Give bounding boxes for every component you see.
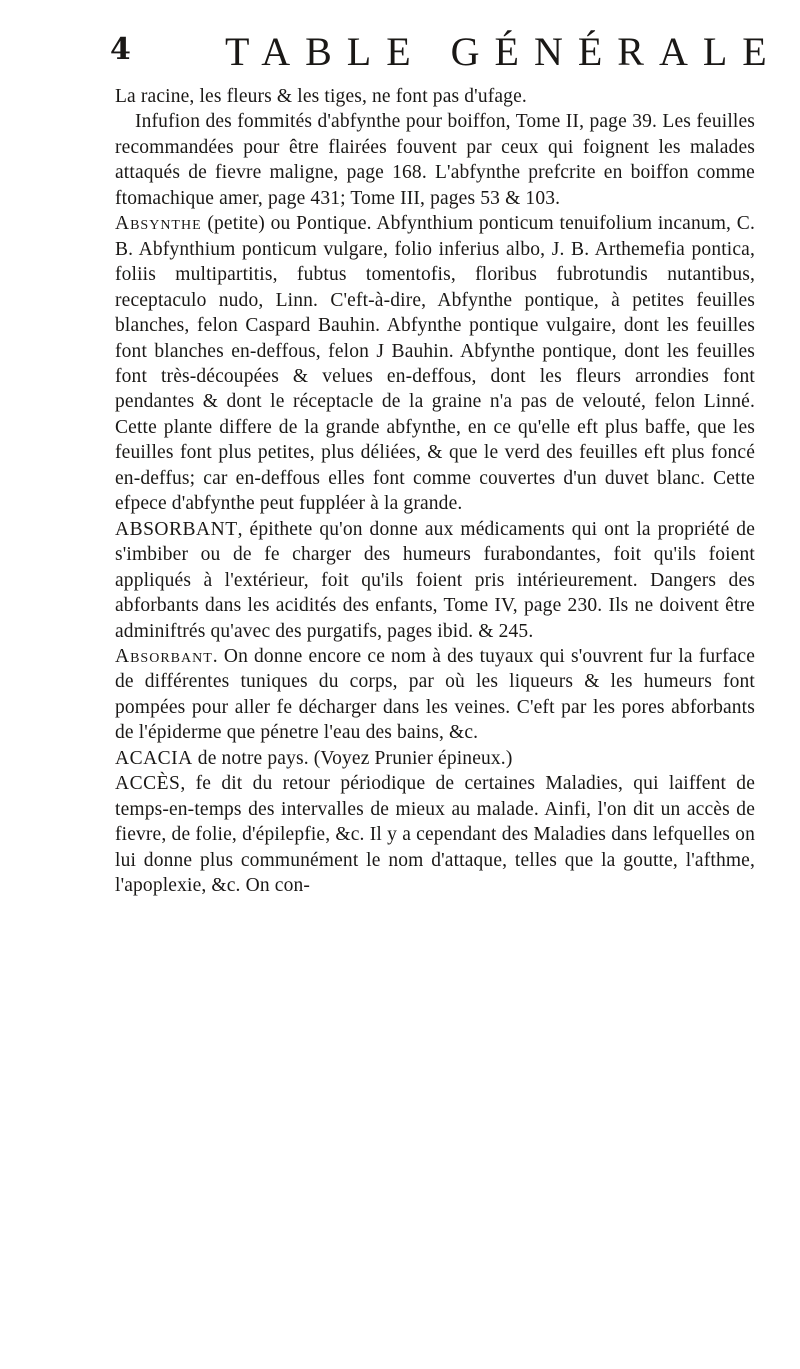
running-title: TABLE GÉNÉRALE [225, 29, 782, 74]
entry-body: de notre pays. (Voyez Prunier épineux.) [192, 747, 513, 769]
entry-absorbant [115, 517, 755, 644]
entry-paragraph [115, 109, 755, 211]
entry-paragraph [115, 84, 755, 109]
entry-lemma: ABSORBANT [115, 518, 238, 540]
entry-lemma: ACACIA [115, 747, 193, 769]
entry-body: . On donne encore ce nom à des tuyaux qui s'ouvrent fur la furface de différentes tuniques du corps, par où les liqueurs & les humeurs font pompées pour aller fe décharger dans les veines. C'eft par les pores abforbants de l'épiderme que pénetre l'eau des bains, &c. [115, 645, 755, 744]
page-number: 4 [110, 32, 131, 67]
entry-absorbant-2 [115, 644, 755, 746]
entry-lemma: Absorbant [115, 645, 213, 667]
page-header [110, 28, 782, 78]
entry-acces [115, 771, 755, 898]
entry-body: , épithete qu'on donne aux médicaments qui ont la propriété de s'imbiber ou de fe charger des humeurs furabondantes, foit qu'ils foient appliqués à l'extérieur, foit qu'ils foient pris intérieurement. Dangers des abforbants dans les acidités des enfants, Tome IV, page 230. Ils ne doivent être adminiftrés qu'avec des purgatifs, pages ibid. & 245. [115, 518, 755, 642]
entry-acacia [115, 746, 755, 771]
paragraph-text: La racine, les fleurs & les tiges, ne font pas d'ufage. [115, 86, 527, 107]
entry-absynthe-petite [115, 211, 755, 516]
entry-lemma: ACCÈS [115, 773, 181, 795]
paragraph-text: Infufion des fommités d'abfynthe pour boiffon, Tome II, page 39. Les feuilles recommandées pour être flairées fouvent par ceux qui foignent les malades attaqués de fievre maligne, page 168. L'abfynthe prefcrite en boiffon comme ftomachique amer, page 431; Tome III, pages 53 & 103. [115, 111, 755, 209]
entry-body: (petite) ou Pontique. Abfynthium ponticum tenuifolium incanum, C. B. Abfynthium ponticum vulgare, folio inferius albo, J. B. Arthemefia pontica, foliis multipartitis, fubtus tomentofis, floribus fubrotundis nutantibus, receptaculo nudo, Linn. C'eft-à-dire, Abfynthe pontique, à petites feuilles blanches, felon Caspard Bauhin. Abfynthe pontique vulgaire, dont les feuilles font blanches en-deffous, felon J Bauhin. Abfynthe pontique, dont les feuilles font très-découpées & velues en-deffous, dont les fleurs arrondies font pendantes & dont le réceptacle de la graine n'a pas de velouté, felon Linné. Cette plante differe de la grande abfynthe, en ce qu'elle eft plus baffe, que les feuilles font plus petites, plus déliées, & que le verd des feuilles eft plus foncé en-deffus; car en-deffous elles font comme couvertes d'un duvet blanc. Cette efpece d'abfynthe peut fuppléer à la grande. [115, 213, 755, 515]
index-text [115, 84, 755, 899]
entry-body: , fe dit du retour périodique de certaines Maladies, qui laiffent de temps-en-temps des intervalles de mieux au malade. Ainfi, l'on dit un accès de fievre, de folie, d'épilepfie, &c. Il y a cependant des Maladies dans lefquelles on lui donne plus communément le nom d'attaque, telles que la goutte, l'afthme, l'apoplexie, &c. On con- [115, 773, 755, 897]
entry-lemma: Absynthe [115, 213, 202, 235]
